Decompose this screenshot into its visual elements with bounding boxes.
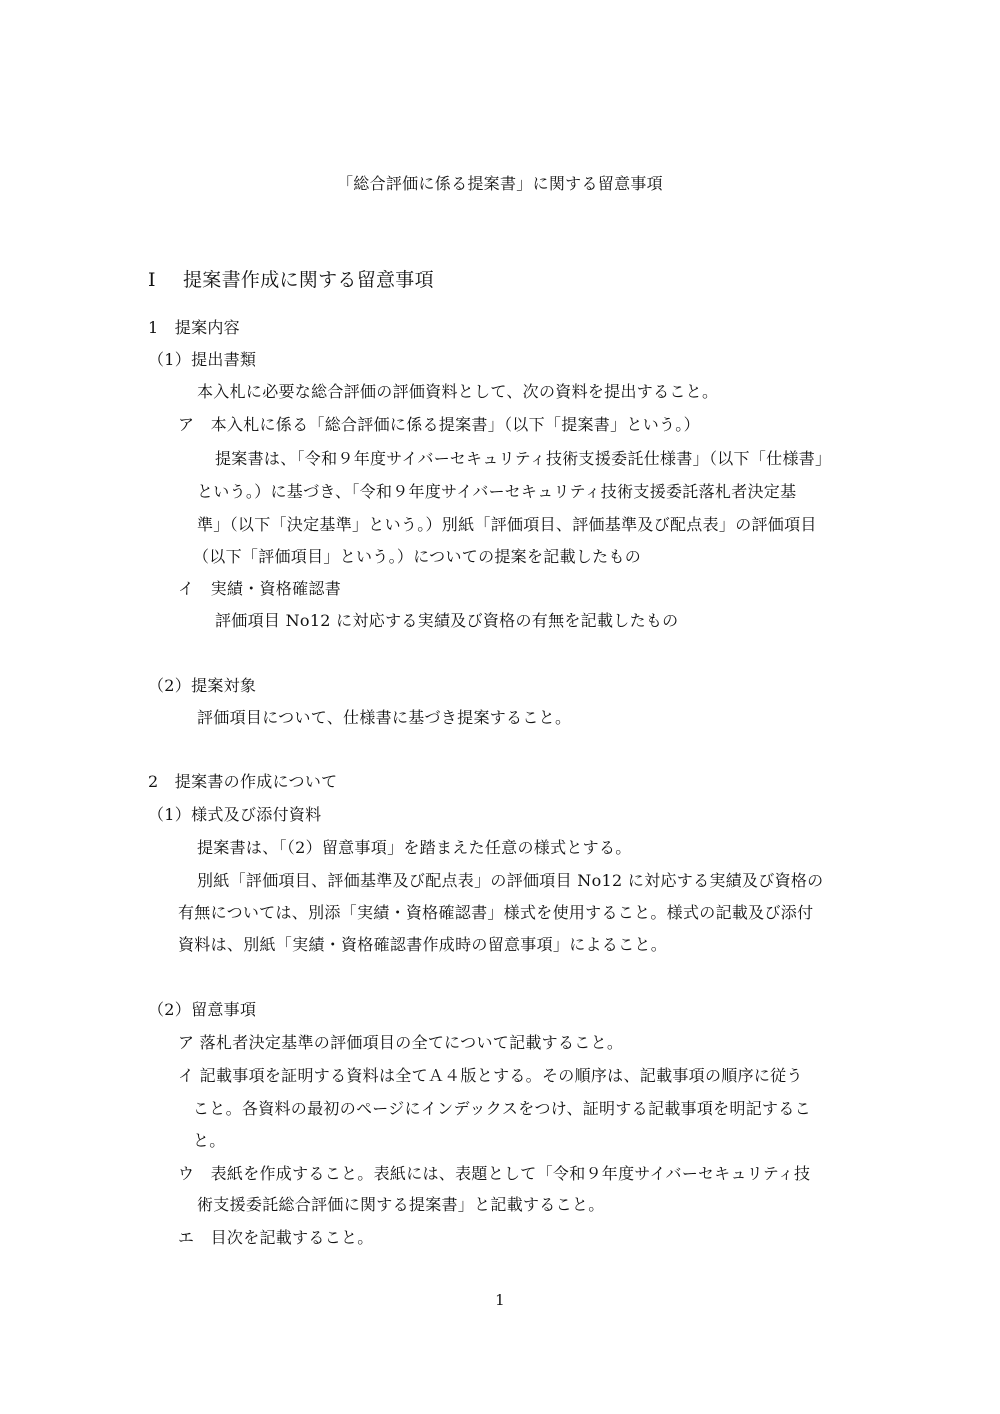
subsection-heading: 1 提案内容 bbox=[148, 318, 240, 337]
paragraph-line: 資料は、別紙「実績・資格確認書作成時の留意事項」によること。 bbox=[178, 935, 668, 954]
item-heading: （2）留意事項 bbox=[148, 1000, 257, 1019]
paragraph-line: 準」（以下「決定基準」という。）別紙「評価項目、評価基準及び配点表」の評価項目 bbox=[197, 515, 817, 534]
paragraph-line: 提案書は、「（2）留意事項」を踏まえた任意の様式とする。 bbox=[197, 838, 632, 857]
list-item: ウ 表紙を作成すること。表紙には、表題として「令和９年度サイバーセキュリティ技 bbox=[178, 1164, 811, 1183]
paragraph-line: 提案書は、「令和９年度サイバーセキュリティ技術支援委託仕様書」（以下「仕様書」 bbox=[215, 449, 832, 468]
item-heading: （1）提出書類 bbox=[148, 350, 257, 369]
section-heading: 提案書作成に関する留意事項 bbox=[183, 269, 434, 291]
paragraph-line: 評価項目について、仕様書に基づき提案すること。 bbox=[197, 708, 572, 727]
document-title: 「総合評価に係る提案書」に関する留意事項 bbox=[336, 174, 663, 193]
paragraph-line: 評価項目 No12 に対応する実績及び資格の有無を記載したもの bbox=[215, 611, 679, 630]
paragraph-line: 有無については、別添「実績・資格確認書」様式を使用すること。様式の記載及び添付 bbox=[178, 903, 814, 922]
paragraph-line: （以下「評価項目」という。）についての提案を記載したもの bbox=[193, 547, 642, 566]
paragraph-line: 術支援委託総合評価に関する提案書」と記載すること。 bbox=[197, 1195, 605, 1214]
item-heading: （2）提案対象 bbox=[148, 676, 257, 695]
item-heading: （1）様式及び添付資料 bbox=[148, 805, 322, 824]
list-item: ア 落札者決定基準の評価項目の全てについて記載すること。 bbox=[178, 1033, 624, 1052]
paragraph-line: こと。各資料の最初のページにインデックスをつけ、証明する記載事項を明記するこ bbox=[193, 1099, 811, 1118]
list-item-heading: イ 実績・資格確認書 bbox=[178, 579, 342, 598]
paragraph-line: という。）に基づき、「令和９年度サイバーセキュリティ技術支援委託落札者決定基 bbox=[197, 482, 797, 501]
list-item-heading: ア 本入札に係る「総合評価に係る提案書」（以下「提案書」という。） bbox=[178, 415, 700, 434]
section-number: Ⅰ bbox=[148, 269, 156, 291]
page-number: 1 bbox=[495, 1291, 505, 1309]
paragraph-line: 別紙「評価項目、評価基準及び配点表」の評価項目 No12 に対応する実績及び資格の bbox=[197, 871, 824, 890]
paragraph-line: と。 bbox=[193, 1131, 226, 1150]
paragraph-line: 本入札に必要な総合評価の評価資料として、次の資料を提出すること。 bbox=[197, 382, 719, 401]
list-item: イ 記載事項を証明する資料は全てＡ４版とする。その順序は、記載事項の順序に従う bbox=[178, 1066, 803, 1085]
list-item: エ 目次を記載すること。 bbox=[178, 1228, 374, 1247]
subsection-heading: 2 提案書の作成について bbox=[148, 772, 338, 791]
